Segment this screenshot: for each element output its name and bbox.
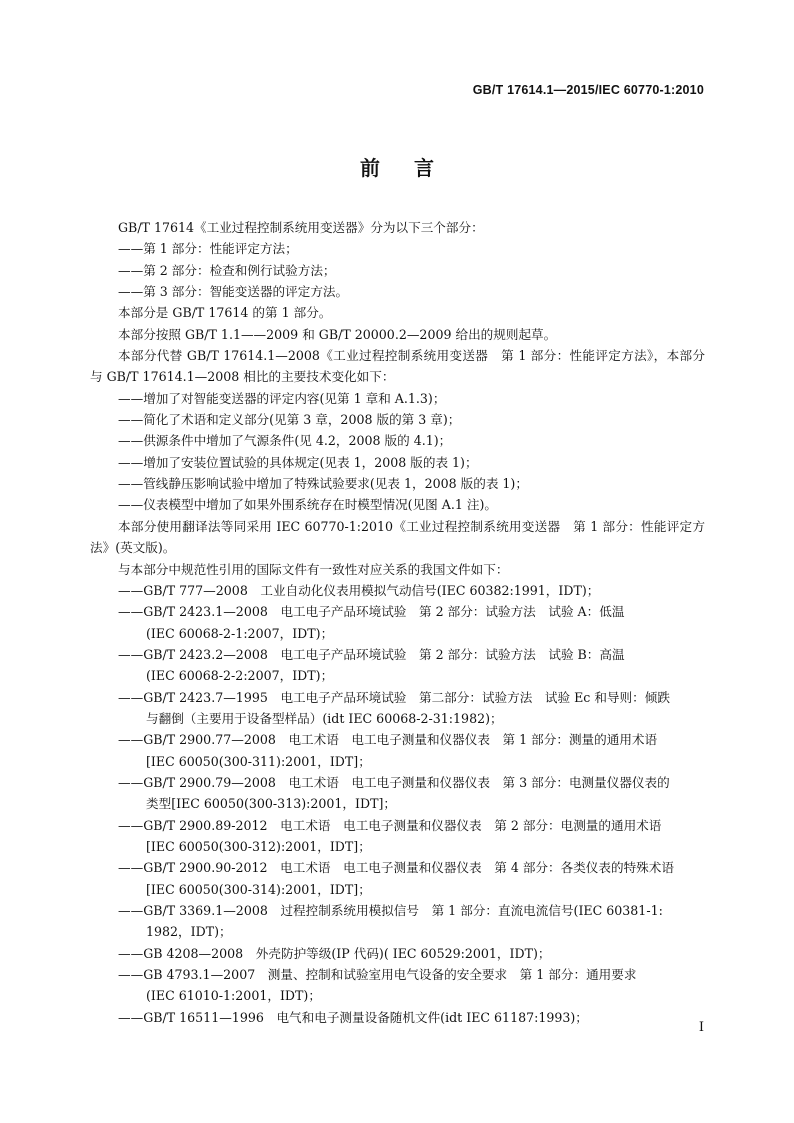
paragraph: 本部分是 GB/T 17614 的第 1 部分。	[118, 305, 332, 321]
reference-line: ——GB/T 2423.2—2008 电工电子产品环境试验 第 2 部分：试验方法 试验 B：高温	[118, 646, 625, 662]
reference-item	[90, 943, 705, 964]
reference-item	[90, 900, 705, 943]
page-number: I	[698, 1020, 704, 1035]
reference-line: ——GB/T 16511—1996 电气和电子测量设备随机文件(idt IEC 61187:1993)；	[118, 1009, 588, 1025]
reference-line: [IEC 60050(300-311):2001，IDT]；	[146, 753, 371, 769]
paragraph: GB/T 17614《工业过程控制系统用变送器》分为以下三个部分：	[118, 220, 484, 235]
reference-line: ——GB/T 3369.1—2008 过程控制系统用模拟信号 第 1 部分：直流电流信号(IEC 60381-1:	[118, 903, 663, 918]
part-item: ——第 3 部分：智能变送器的评定方法。	[118, 284, 349, 300]
reference-item	[90, 580, 705, 601]
change-item: ——增加了安装位置试验的具体规定(见表 1，2008 版的表 1)；	[118, 454, 478, 470]
paragraph: 本部分使用翻译法等同采用 IEC 60770-1:2010《工业过程控制系统用变送器 第 1 部分：性能评定方法》(英文版)。	[90, 518, 705, 556]
reference-line: ——GB/T 2423.7—1995 电工电子产品环境试验 第二部分：试验方法 试验 Ec 和导则：倾跌	[118, 689, 670, 705]
document-body	[90, 217, 705, 1028]
reference-item	[90, 772, 705, 815]
reference-line: ——GB/T 2900.79—2008 电工术语 电工电子测量和仪器仪表 第 3 部分：电测量仪器仪表的	[118, 774, 670, 790]
change-item: ——供源条件中增加了气源条件(见 4.2，2008 版的 4.1)；	[118, 433, 452, 449]
reference-item	[90, 964, 705, 1007]
reference-line: ——GB 4208—2008 外壳防护等级(IP 代码)( IEC 60529:2001，IDT)；	[118, 945, 551, 961]
change-item: ——仪表模型中增加了如果外围系统存在时模型情况(见图 A.1 注)。	[118, 497, 497, 513]
reference-item	[90, 1007, 705, 1028]
reference-item	[90, 815, 705, 858]
reference-line: (IEC 61010-1:2001，IDT)；	[146, 988, 321, 1004]
change-item: ——简化了术语和定义部分(见第 3 章，2008 版的第 3 章)；	[118, 412, 461, 428]
change-item: ——管线静压影响试验中增加了特殊试验要求(见表 1，2008 版的表 1)；	[118, 476, 528, 492]
reference-item	[90, 729, 705, 772]
part-item: ——第 2 部分：检查和例行试验方法；	[118, 262, 336, 278]
reference-line: ——GB/T 2900.77—2008 电工术语 电工电子测量和仪器仪表 第 1 部分：测量的通用术语	[118, 732, 658, 748]
change-item: ——增加了对智能变送器的评定内容(见第 1 章和 A.1.3)；	[118, 390, 446, 406]
reference-line: (IEC 60068-2-1:2007，IDT)；	[146, 625, 334, 641]
reference-line: ——GB/T 2900.90-2012 电工术语 电工电子测量和仪器仪表 第 4 部分：各类仪表的特殊术语	[118, 860, 674, 876]
reference-line: ——GB/T 2423.1—2008 电工电子产品环境试验 第 2 部分：试验方法 试验 A：低温	[118, 604, 625, 620]
reference-item	[90, 687, 705, 730]
reference-line: ——GB 4793.1—2007 测量、控制和试验室用电气设备的安全要求 第 1 部分：通用要求	[118, 967, 637, 983]
reference-line: 类型[IEC 60050(300-313):2001，IDT]；	[146, 796, 396, 812]
reference-line: [IEC 60050(300-314):2001，IDT]；	[146, 881, 371, 897]
reference-line: [IEC 60050(300-312):2001，IDT]；	[146, 838, 371, 854]
reference-line: 与翻倒（主要用于设备型样品）(idt IEC 60068-2-31:1982)；	[146, 710, 503, 726]
reference-item	[90, 644, 705, 687]
reference-line: ——GB/T 2900.89-2012 电工术语 电工电子测量和仪器仪表 第 2 部分：电测量的通用术语	[118, 817, 662, 833]
page-title: 前言	[360, 156, 468, 180]
standard-number-header: GB/T 17614.1—2015/IEC 60770-1:2010	[472, 83, 704, 97]
paragraph: 本部分按照 GB/T 1.1——2009 和 GB/T 20000.2—2009 给出的规则起草。	[118, 326, 557, 342]
reference-line: (IEC 60068-2-2:2007，IDT)；	[146, 668, 334, 684]
part-item: ——第 1 部分：性能评定方法；	[118, 241, 298, 257]
paragraph: 与本部分中规范性引用的国际文件有一致性对应关系的我国文件如下：	[118, 561, 509, 577]
reference-line: 1982，IDT)；	[146, 924, 232, 940]
paragraph: 本部分代替 GB/T 17614.1—2008《工业过程控制系统用变送器 第 1 部分：性能评定方法》，本部分与 GB/T 17614.1—2008 相比的主要技术变化如下：	[90, 348, 705, 385]
reference-item	[90, 857, 705, 900]
reference-item	[90, 601, 705, 644]
reference-line: ——GB/T 777—2008 工业自动化仪表用模拟气动信号(IEC 60382:1991，IDT)；	[118, 582, 600, 598]
